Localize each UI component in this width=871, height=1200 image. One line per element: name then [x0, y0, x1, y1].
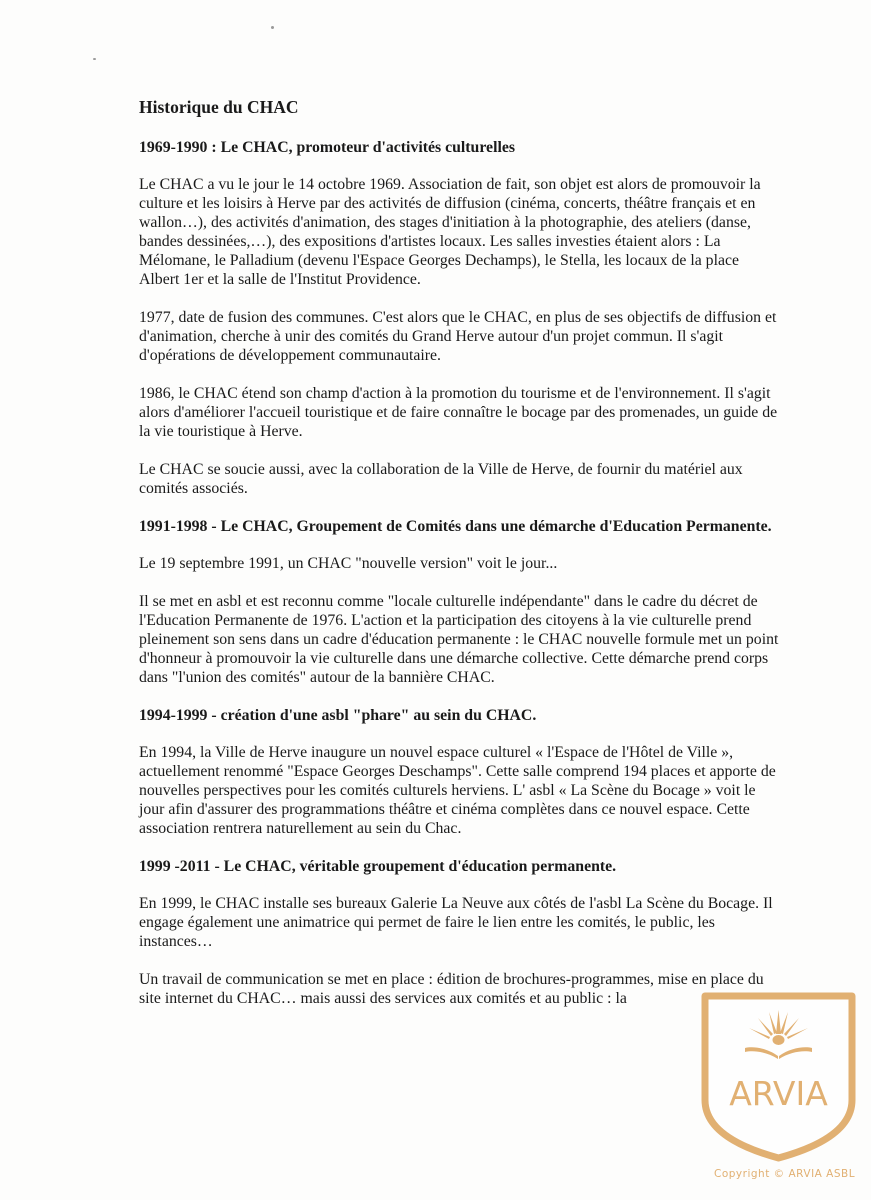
section-heading: 1994-1999 - création d'une asbl "phare" au sein du CHAC. [139, 707, 537, 724]
section-1999-2011 [139, 857, 779, 1008]
scan-speck [93, 58, 96, 60]
paragraph: Un travail de communication se met en place : édition de brochures-programmes, mise en place du site internet du CHAC… mais aussi des services aux comités et au public : la [139, 971, 764, 1007]
paragraph: En 1999, le CHAC installe ses bureaux Galerie La Neuve aux côtés de l'asbl La Scène du Bocage. Il engage également une animatrice qui permet de faire le lien entre les comités, le public, les instances… [139, 895, 773, 950]
section-heading: 1969-1990 : Le CHAC, promoteur d'activités culturelles [139, 139, 516, 156]
document-title: Historique du CHAC [139, 97, 299, 117]
section-1994-1999 [139, 706, 779, 838]
section-heading: 1991-1998 - Le CHAC, Groupement de Comités dans une démarche d'Education Permanente. [139, 518, 772, 535]
copyright-notice: Copyright © ARVIA ASBL [714, 1168, 856, 1180]
paragraph: Le CHAC a vu le jour le 14 octobre 1969. Association de fait, son objet est alors de promouvoir la culture et les loisirs à Herve par des activités de diffusion (cinéma, concerts, théâtre français et en wallon…), des activités d'animation, des stages d'initiation à la photographie, des ateliers (danse, bandes dessinées,…), des expositions d'artistes locaux. Les salles investies étaient alors : La Mélomane, le Palladium (devenu l'Espace Georges Dechamps), le Stella, les locaux de la place Albert 1er et la salle de l'Institut Providence. [139, 176, 761, 288]
arvia-logo-watermark [697, 988, 860, 1164]
logo-text: ARVIA [729, 1074, 828, 1113]
document-body [139, 96, 779, 1027]
section-1969-1990 [139, 138, 779, 498]
paragraph: En 1994, la Ville de Herve inaugure un nouvel espace culturel « l'Espace de l'Hôtel de Ville », actuellement renommé "Espace Georges Deschamps". Cette salle comprend 194 places et apporte de nouvelles perspectives pour les comités culturels herviens. L' asbl « La Scène du Bocage » voit le jour afin d'assurer des programmations théâtre et cinéma complètes dans ce nouvel espace. Cette association rentrera naturellement au sein du Chac. [139, 744, 776, 837]
section-heading: 1999 -2011 - Le CHAC, véritable groupement d'éducation permanente. [139, 858, 617, 875]
paragraph: 1977, date de fusion des communes. C'est alors que le CHAC, en plus de ses objectifs de diffusion et d'animation, cherche à unir des comités du Grand Herve autour d'un projet commun. Il s'agit d'opérations de développement communautaire. [139, 309, 777, 364]
paragraph: Il se met en asbl et est reconnu comme "locale culturelle indépendante" dans le cadre du décret de l'Education Permanente de 1976. L'action et la participation des citoyens à la vie culturelle prend pleinement son sens dans un cadre d'éducation permanente : le CHAC nouvelle formule met un point d'honneur à promouvoir la vie culturelle dans une démarche collective. Cette démarche prend corps dans "l'union des comités" autour de la bannière CHAC. [139, 593, 779, 686]
scan-speck [271, 26, 274, 29]
section-1991-1998 [139, 517, 779, 687]
paragraph: Le CHAC se soucie aussi, avec la collaboration de la Ville de Herve, de fournir du matériel aux comités associés. [139, 461, 743, 497]
paragraph: Le 19 septembre 1991, un CHAC "nouvelle version" voit le jour... [139, 555, 558, 572]
paragraph: 1986, le CHAC étend son champ d'action à la promotion du tourisme et de l'environnement. Il s'agit alors d'améliorer l'accueil touristique et de faire connaître le bocage par des promenades, un guide de la vie touristique à Herve. [139, 385, 778, 440]
